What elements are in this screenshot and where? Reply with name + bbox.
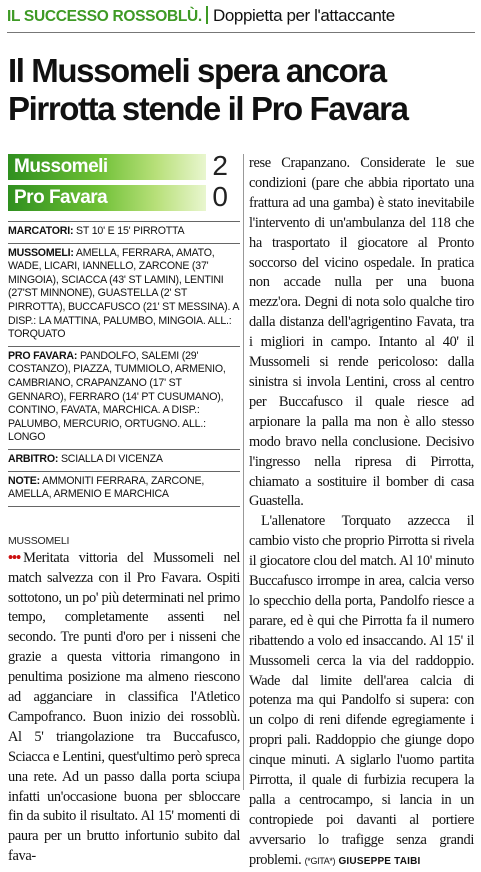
factbox-text: SCIALLA DI VICENZA xyxy=(60,452,163,465)
factbox-label: ARBITRO: xyxy=(8,452,59,465)
factbox-mussomeli xyxy=(8,244,240,347)
kicker-bar xyxy=(7,6,475,33)
bullet-dots: ••• xyxy=(8,549,21,566)
factbox-note xyxy=(8,472,240,507)
score-team-name: Mussomeli xyxy=(14,156,108,177)
score-goals: 0 xyxy=(212,181,228,212)
factbox-pro-favara xyxy=(8,347,240,450)
article-body-left xyxy=(8,549,240,868)
score-row-away xyxy=(8,181,240,213)
column-divider xyxy=(243,154,244,790)
factbox-text: AMELLA, FERRARA, AMATO, WADE, LICARI, IANNELLO, ZARCONE (37' MINGOIA), SCIACCA (43' ST LAMIN), LENTINI (27'ST MINNONE), GUASTELLA (2' ST PIRROTTA), BUCCAFUSCO (21' ST MESSINA). A DISP.: LA MATTINA, PALUMBO, MINGOIA. ALL.: TORQUATO xyxy=(8,246,239,341)
kicker-tag: IL SUCCESSO ROSSOBLÙ. xyxy=(7,8,202,25)
factbox-text: ST 10' E 15' PIRROTTA xyxy=(76,225,185,237)
left-column xyxy=(8,150,240,867)
factbox-arbitro xyxy=(8,450,240,472)
score-team-name: Pro Favara xyxy=(14,187,108,208)
article-text: Meritata vittoria del Mussomeli nel match salvezza con il Pro Favara. Ospiti sottotono, un po' più determinati nel primo tempo, completamente assenti nel secondo. Tre punti d'oro per i nisseni che grazie a questa vittoria rimangono in penultima posizione ma almeno riescono ad agganciare in classifica l'Atletico Campofranco. Buon inizio dei rossoblù. Al 5' triangolazione tra Buccafusco, Sciacca e Lentini, quest'ultimo però spreca una rete. Ad un passo dalla porta sciupa infatti un'occasione buona per sbloccare fin da subito il risultato. Al 15' momenti di paura per un brutto infortunio subito dal fava- xyxy=(8,549,240,865)
right-column xyxy=(249,154,474,872)
kicker-separator xyxy=(206,6,208,24)
score-row-home xyxy=(8,150,240,182)
headline-line-1: Il Mussomeli spera ancora xyxy=(8,52,386,89)
factbox-label: PRO FAVARA: xyxy=(8,349,78,362)
article-text: L'allenatore Torquato azzecca il cambio visto che proprio Pirrotta si rivela il giocatore clou del match. Al 10' minuto Buccafusco irrompe in area, calcia verso lo specchio della porta, Pandolfo riesce a parare, ed è qui che Pirrotta fa il numero ribattendo a volo ed insaccando. Al 15' il Mussomeli cerca la via del raddoppio. Wade dal limite dell'area calcia di potenza ma qui Pandolfo si supera: con un colpo di reni difende egregiamente i propri pali. Raddoppio che giunge dopo cinque minuti. A siglarlo l'uomo partita Pirrotta, il quale di furbizia recupera la palla a centrocampo, si lancia in un contropiede poi davanti al portiere avversario lo trafigge senza grandi problemi. xyxy=(249,513,474,868)
signature-note: (*GITA*) xyxy=(304,855,336,866)
factbox-label: MARCATORI: xyxy=(8,225,74,237)
factbox-text: AMMONITI FERRARA, ZARCONE, AMELLA, ARMENIO E MARCHICA xyxy=(8,474,205,501)
factbox-label: NOTE: xyxy=(8,474,40,487)
kicker-subtitle: Doppietta per l'attaccante xyxy=(212,6,395,25)
factbox-text: PANDOLFO, SALEMI (29' COSTANZO), PIAZZA, TUMMIOLO, ARMENIO, CAMBRIANO, CRAPANZANO (17' ST GENNARO), FERRARO (14' PT CUSUMANO), CONTINO, FAVATA, MARCHICA. A DISP.: PALUMBO, MERCURIO, ORTUGNO. ALL.: LONGO xyxy=(8,349,226,444)
headline-line-2: Pirrotta stende il Pro Favara xyxy=(8,90,408,127)
article-paragraph: rese Crapanzano. Considerate le sue condizioni (pare che abbia riportato una frattura ad una gamba) è stato inevitabile l'intervento di un'ambulanza del 118 che ha trasportato il giocatore al Pronto soccorso del vicino ospedale. In pratica non accade nulla per una buona mezz'ora. Degni di nota solo qualche tiro dalla distanza dell'agrigentino Favata, tra i migliori in campo. Intanto al 40' il Mussomeli si rende pericoloso: dalla sinistra si invola Lentini, cross al centro per Buccafusco il quale riesce ad arpionare la palla ma non è allo stesso modo bravo nella conclusione. Decisivo l'ingresso nella ripresa di Pirrotta, chiamato a sostituire il bomber di casa Guastella. xyxy=(249,155,474,510)
author-byline: GIUSEPPE TAIBI xyxy=(338,855,421,867)
score-goals: 2 xyxy=(212,150,228,181)
factbox-marcatori xyxy=(8,221,240,244)
headline xyxy=(8,52,478,128)
article-dateline: MUSSOMELI xyxy=(8,534,70,547)
factbox-label: MUSSOMELI: xyxy=(8,246,74,259)
article-paragraph-closing xyxy=(249,512,474,871)
